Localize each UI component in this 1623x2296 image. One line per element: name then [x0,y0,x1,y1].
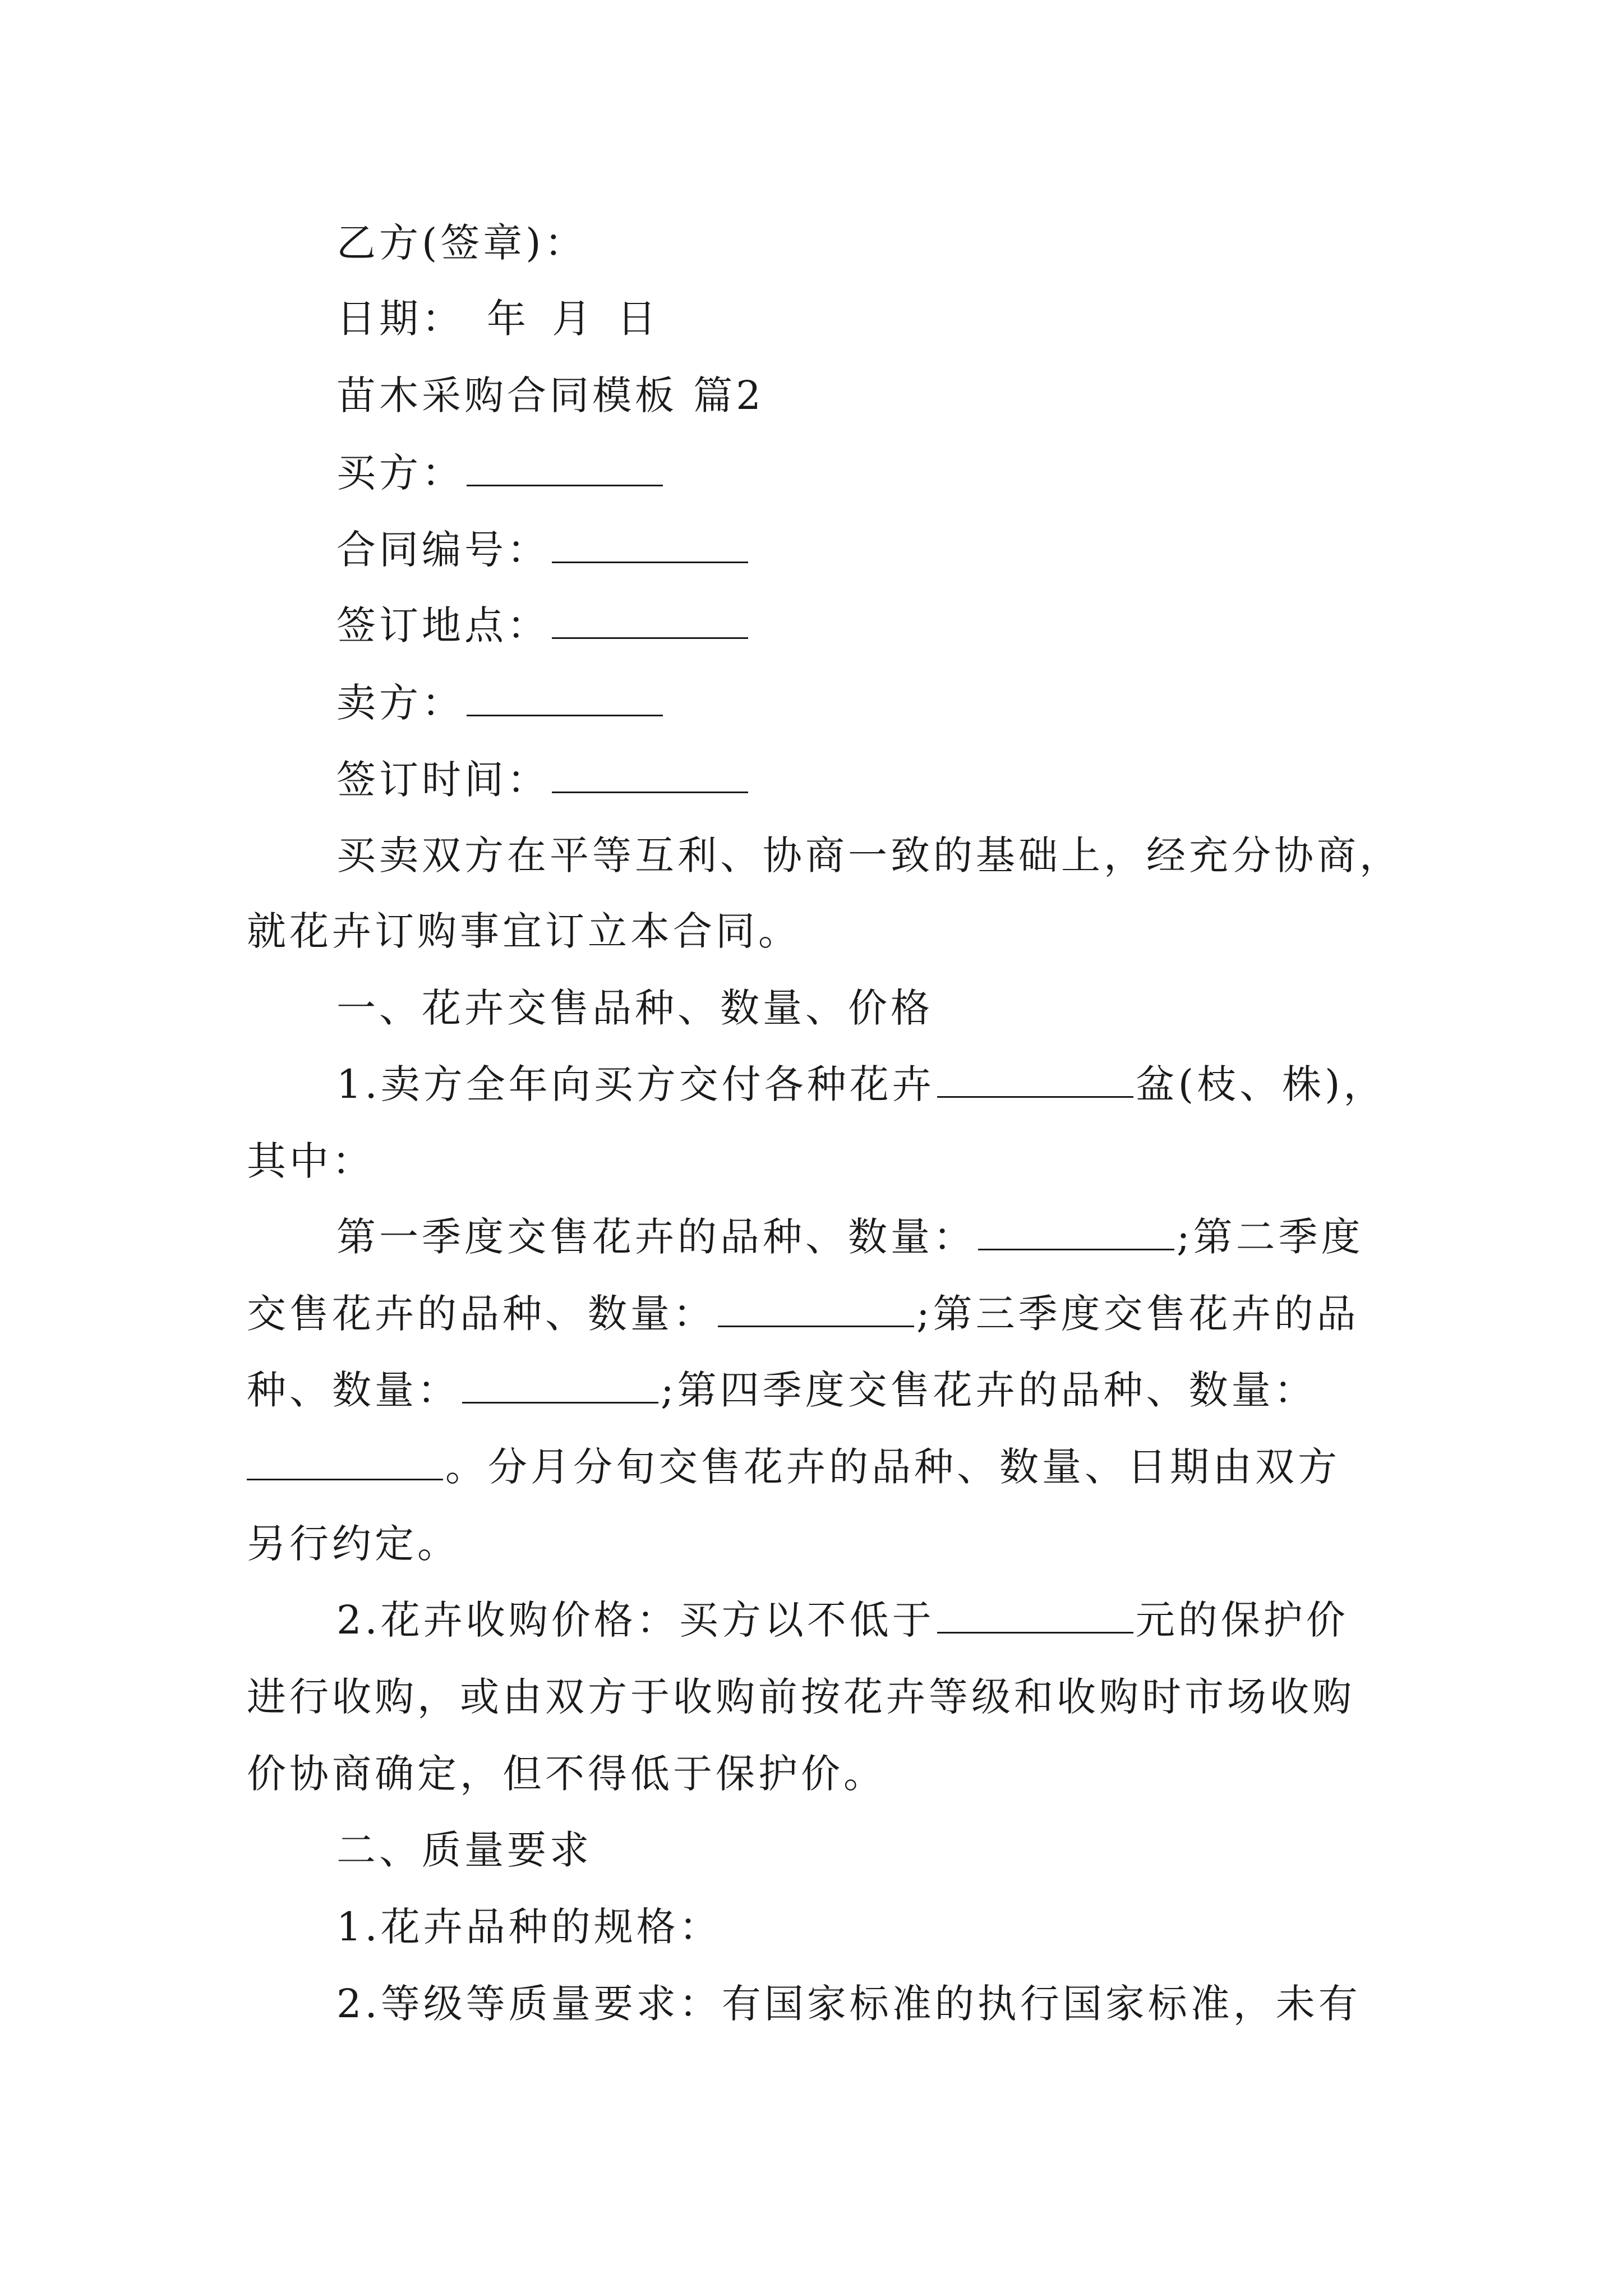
buyer-field [336,450,665,496]
q3-blank [462,1370,658,1404]
q2-text-b: ;第三季度交售花卉的品 [916,1291,1359,1337]
seller-field [336,680,665,726]
q1-text-a: 第一季度交售花卉的品种、数量： [336,1214,976,1260]
q3-text-a: 种、数量： [247,1367,460,1413]
item-2-text-a: 2.花卉收购价格：买方以不低于 [336,1597,935,1643]
date-day: 日 [617,296,660,342]
item-1-text-c: 其中： [247,1138,375,1184]
sign-time-blank [552,760,748,793]
protective-price-blank [937,1600,1133,1634]
contract-no-label: 合同编号： [336,527,550,573]
q1-blank [978,1217,1174,1250]
q3-text-b: ;第四季度交售花卉的品种、数量： [661,1367,1317,1413]
q4-text-b: 。分月分旬交售花卉的品种、数量、日期由双方 [445,1444,1340,1490]
article-1-item-2-line [336,1597,1349,1643]
article-1-item-2-cont-2 [247,1751,886,1797]
q2-blank [718,1294,914,1327]
contract-no-field [336,527,750,573]
article-1-item-1-line [336,1061,1386,1107]
section-title [336,372,764,418]
seller-blank [467,683,663,716]
sign-place-field [336,602,750,648]
item-2-text-d: 价协商确定，但不得低于保护价。 [247,1751,886,1797]
article-1-heading-text: 一、花卉交售品种、数量、价格 [336,985,933,1031]
item-2-text-b: 元的保护价 [1135,1597,1349,1643]
article-1-item-2-cont-1 [247,1674,1355,1720]
sign-place-blank [552,606,748,639]
item-1-text-a: 1.卖方全年向买方交付各种花卉 [336,1061,935,1107]
q4-blank [247,1447,443,1480]
quarter-line-4 [247,1444,1340,1490]
article-2-heading [336,1827,592,1873]
party-b-signature-label: 乙方(签章)： [336,220,587,266]
quarter-line-1 [336,1214,1364,1260]
intro-text-1: 买卖双方在平等互利、协商一致的基础上，经充分协商， [336,832,1402,878]
sign-place-label: 签订地点： [336,602,550,648]
sign-time-field [336,757,750,803]
date-label: 日期： [336,296,464,342]
intro-line-1 [336,832,1402,878]
article-2-item-2-text: 2.等级等质量要求：有国家标准的执行国家标准，未有 [336,1981,1361,2027]
party-b-signature-line [336,220,587,266]
buyer-blank [467,453,663,486]
section-title-text: 苗木采购合同模板 篇2 [336,372,764,418]
q1-text-b: ;第二季度 [1177,1214,1364,1260]
date-month: 月 [552,296,594,342]
total-quantity-blank [937,1065,1133,1098]
intro-line-2 [247,908,801,954]
item-1-text-b: 盆(枝、株)， [1135,1061,1386,1107]
sign-time-label: 签订时间： [336,757,550,803]
article-2-item-1-text: 1.花卉品种的规格： [336,1904,722,1950]
article-2-item-2 [336,1981,1361,2027]
quarter-line-2 [247,1291,1359,1337]
date-year: 年 [487,296,529,342]
article-1-heading [336,985,933,1031]
article-1-item-1-cont [247,1138,375,1184]
quarter-line-3 [247,1367,1317,1413]
q4-text-c: 另行约定。 [247,1521,460,1567]
seller-label: 卖方： [336,680,464,726]
article-2-item-1 [336,1904,722,1950]
article-2-heading-text: 二、质量要求 [336,1827,592,1873]
buyer-label: 买方： [336,450,464,496]
contract-no-blank [552,530,748,563]
date-line [336,296,660,342]
q2-text-a: 交售花卉的品种、数量： [247,1291,716,1337]
item-2-text-c: 进行收购，或由双方于收购前按花卉等级和收购时市场收购 [247,1674,1355,1720]
intro-text-2: 就花卉订购事宜订立本合同。 [247,908,801,954]
quarter-line-5 [247,1521,460,1567]
